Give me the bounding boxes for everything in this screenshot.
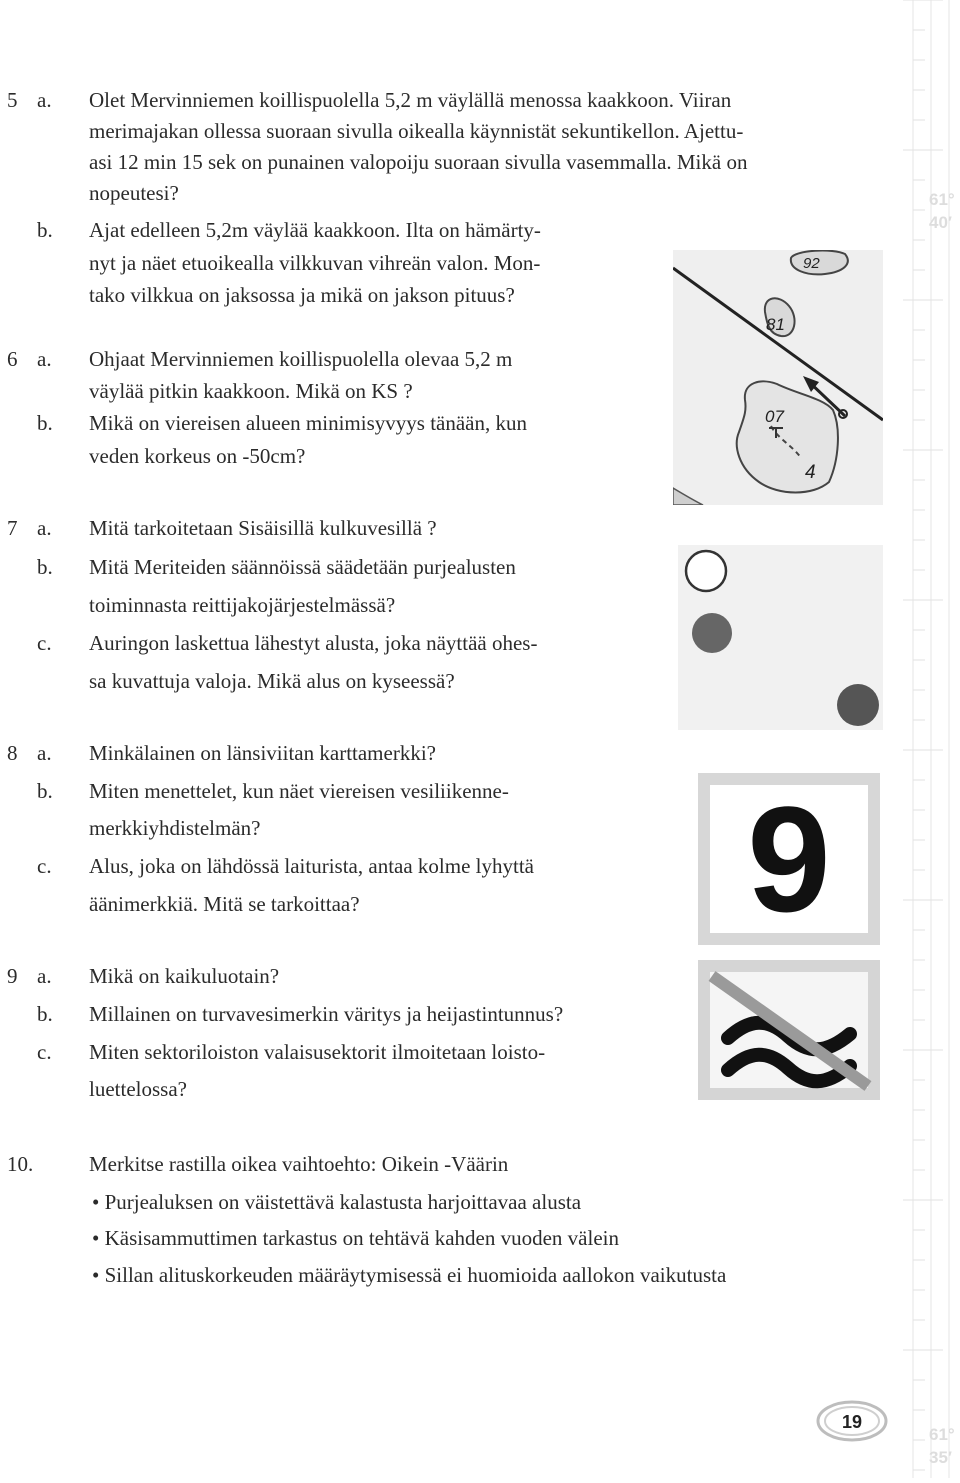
text-line: Miten sektoriloiston valaisusektorit ilmoitetaan loisto- (89, 1040, 546, 1064)
speed-limit-sign (698, 773, 880, 945)
nautical-chart-figure (673, 250, 883, 505)
part-letter: b. (37, 218, 53, 242)
text-line: Miten menettelet, kun näet viereisen vesiliikenne- (89, 779, 509, 803)
no-wake-sign (698, 960, 880, 1100)
ruler-latitude-top-deg: 61° (929, 190, 955, 209)
question-number: 5 (7, 88, 18, 112)
page-number-badge (815, 1398, 890, 1444)
text-line: asi 12 min 15 sek on punainen valopoiju suoraan sivulla vasemmalla. Mikä on (89, 150, 748, 174)
part-letter: b. (37, 1002, 53, 1026)
question-number: 9 (7, 964, 18, 988)
text-line: Olet Mervinniemen koillispuolella 5,2 m väylällä menossa kaakkoon. Viiran (89, 88, 732, 112)
text-line: Minkälainen on länsiviitan karttamerkki? (89, 741, 436, 765)
chart-depth-label: 81 (766, 315, 785, 334)
list-item: • Purjealuksen on väistettävä kalastusta harjoittavaa alusta (92, 1190, 582, 1214)
part-letter: b. (37, 779, 53, 803)
chart-depth-label: 07 (765, 407, 784, 426)
text-line: Alus, joka on lähdössä laiturista, antaa kolme lyhyttä (89, 854, 534, 878)
text-line: merkkiyhdistelmän? (89, 816, 261, 840)
text-line: nyt ja näet etuoikealla vilkkuvan vihreän valon. Mon- (89, 251, 541, 275)
question-number: 7 (7, 516, 18, 540)
text-line: sa kuvattuja valoja. Mikä alus on kyseessä? (89, 669, 455, 693)
ruler-latitude-bottom-deg: 61° (929, 1425, 955, 1444)
ruler-latitude-top-min: 40′ (929, 213, 952, 232)
part-letter: a. (37, 516, 52, 540)
red-light-icon (692, 613, 732, 653)
chart-depth-label: 4 (805, 462, 816, 483)
list-item: • Sillan alituskorkeuden määräytymisessä ei huomioida aallokon vaikutusta (92, 1263, 727, 1287)
speed-limit-number: 9 (747, 775, 831, 943)
margin-ruler (903, 0, 960, 1478)
text-line: Mikä on kaikuluotain? (89, 964, 280, 988)
text-line: Mitä tarkoitetaan Sisäisillä kulkuvesillä ? (89, 516, 437, 540)
text-line: luettelossa? (89, 1077, 187, 1101)
green-light-icon (837, 684, 879, 726)
text-line: tako vilkkua on jaksossa ja mikä on jakson pituus? (89, 283, 515, 307)
text-line: Mikä on viereisen alueen minimisyvyys tänään, kun (89, 411, 527, 435)
text-line: äänimerkkiä. Mitä se tarkoittaa? (89, 892, 360, 916)
text-line: Mitä Meriteiden säännöissä säädetään purjealusten (89, 555, 516, 579)
text-line: Auringon laskettua lähestyt alusta, joka näyttää ohes- (89, 631, 538, 655)
text-line: Millainen on turvavesimerkin väritys ja heijastintunnus? (89, 1002, 564, 1026)
text-line: Ohjaat Mervinniemen koillispuolella olevaa 5,2 m (89, 347, 513, 371)
part-letter: a. (37, 964, 52, 988)
part-letter: c. (37, 1040, 52, 1064)
text-line: Ajat edelleen 5,2m väylää kaakkoon. Ilta on hämärty- (89, 218, 541, 242)
question-number: 8 (7, 741, 18, 765)
text-line: nopeutesi? (89, 181, 179, 205)
part-letter: a. (37, 347, 52, 371)
text-line: merimajakan ollessa suoraan sivulla oikealla käynnistät sekuntikellon. Ajettu- (89, 119, 744, 143)
white-light-icon (686, 551, 726, 591)
text-line: veden korkeus on -50cm? (89, 444, 306, 468)
list-item: • Käsisammuttimen tarkastus on tehtävä kahden vuoden välein (92, 1226, 619, 1250)
page-number: 19 (841, 1412, 863, 1432)
part-letter: c. (37, 631, 52, 655)
chart-depth-label: 92 (803, 255, 820, 272)
ruler-latitude-bottom-min: 35′ (929, 1448, 952, 1467)
part-letter: b. (37, 411, 53, 435)
question-number: 10. (7, 1152, 34, 1176)
part-letter: a. (37, 741, 52, 765)
text-line: toiminnasta reittijakojärjestelmässä? (89, 593, 396, 617)
part-letter: b. (37, 555, 53, 579)
question-10-title: Merkitse rastilla oikea vaihtoehto: Oikein -Väärin (89, 1152, 509, 1176)
lights-figure (678, 545, 883, 730)
text-line: väylää pitkin kaakkoon. Mikä on KS ? (89, 379, 413, 403)
part-letter: a. (37, 88, 52, 112)
question-number: 6 (7, 347, 18, 371)
part-letter: c. (37, 854, 52, 878)
